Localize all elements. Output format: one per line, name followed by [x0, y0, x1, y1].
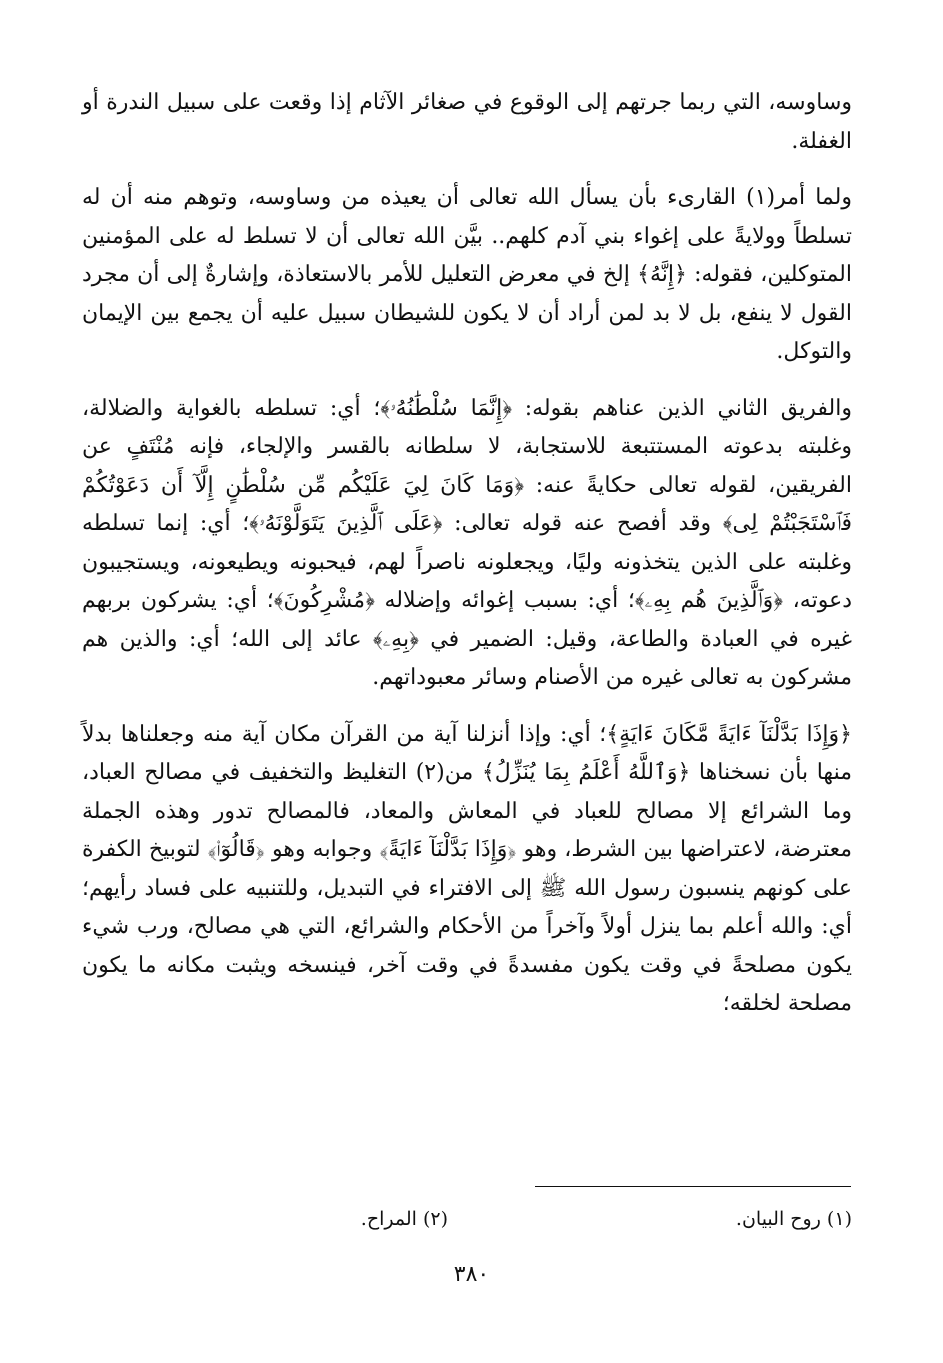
- paragraph-spacer: [82, 372, 852, 390]
- paragraph-2: ولما أمر(١) القارىء بأن يسأل الله تعالى أن يعيذه من وساوسه، وتوهم منه أن له تسلطاً وولايةً على إغواء بني آدم كلهم.. بيَّن الله تعالى أن لا تسلط له على المؤمنين المتوكلين، فقوله: ﴿إِنَّهُ﴾ إلخ في معرض التعليل للأمر بالاستعاذة، وإشارةٌ إلى أن مجرد القول لا ينفع، بل لا بد لمن أراد أن لا يكون للشيطان سبيل عليه أن يجمع بين الإيمان والتوكل.: [82, 185, 852, 364]
- paragraph-spacer: [82, 698, 852, 716]
- page-body: [82, 84, 852, 1024]
- page-number: ٣٨٠: [453, 1262, 490, 1287]
- paragraph-spacer: [82, 161, 852, 179]
- footnote-divider: [535, 1186, 851, 1187]
- footnote-2: (٢) المراح.: [360, 1208, 448, 1230]
- paragraph-1: وساوسه، التي ربما جرتهم إلى الوقوع في صغائر الآثام إذا وقعت على سبيل الندرة أو الغفلة.: [82, 90, 852, 154]
- paragraph-3: والفريق الثاني الذين عناهم بقوله: ﴿إِنَّمَا سُلْطَٰنُهُۥ﴾؛ أي: تسلطه بالغواية والضلالة، وغلبته بدعوته المستتبعة للاستجابة، لا سلطانه بالقسر والإلجاء، فإنه مُنْتَفٍ عن الفريقين، لقوله تعالى حكايةً عنه: ﴿وَمَا كَانَ لِيَ عَلَيْكُم مِّن سُلْطَٰنٍ إِلَّآ أَن دَعَوْتُكُمْ فَٱسْتَجَبْتُمْ لِى﴾ وقد أفصح عنه قوله تعالى: ﴿عَلَى ٱلَّذِينَ يَتَوَلَّوْنَهُۥ﴾؛ أي: إنما تسلطه وغلبته على الذين يتخذونه وليًا، ويجعلونه ناصراً لهم، فيحبونه ويطيعونه، ويستجيبون دعوته، ﴿وَٱلَّذِينَ هُم بِهِۦ﴾؛ أي: بسبب إغوائه وإضلاله ﴿مُشْرِكُونَ﴾؛ أي: يشركون بربهم غيره في العبادة والطاعة، وقيل: الضمير في ﴿بِهِۦ﴾ عائد إلى الله؛ أي: والذين هم مشركون به تعالى غيره من الأصنام وسائر معبوداتهم.: [82, 395, 852, 690]
- paragraph-4: ﴿وَإِذَا بَدَّلْنَآ ءَايَةً مَّكَانَ ءَايَةٍ﴾؛ أي: وإذا أنزلنا آية من القرآن مكان آية منه وجعلناها بدلاً منها بأن نسخناها ﴿وَٱللَّهُ أَعْلَمُ بِمَا يُنَزِّلُ﴾ من(٢) التغليظ والتخفيف في مصالح العباد، وما الشرائع إلا مصالح للعباد في المعاش والمعاد، فالمصالح تدور وهذه الجملة معترضة، لاعتراضها بين الشرط، وهو ﴿وَإِذَا بَدَّلْنَآ ءَايَةً﴾ وجوابه وهو ﴿قَالُوٓا۟﴾ لتوبيخ الكفرة على كونهم ينسبون رسول الله ﷺ إلى الافتراء في التبديل، وللتنبيه على فساد رأيهم؛ أي: والله أعلم بما ينزل أولاً وآخراً من الأحكام والشرائع، التي هي مصالح، ورب شيء يكون مصلحةً في وقت يكون مفسدةً في وقت آخر، فينسخه ويثبت مكانه ما يكون مصلحة لخلقه؛: [82, 721, 852, 1016]
- footnote-1: (١) روح البيان.: [735, 1208, 852, 1230]
